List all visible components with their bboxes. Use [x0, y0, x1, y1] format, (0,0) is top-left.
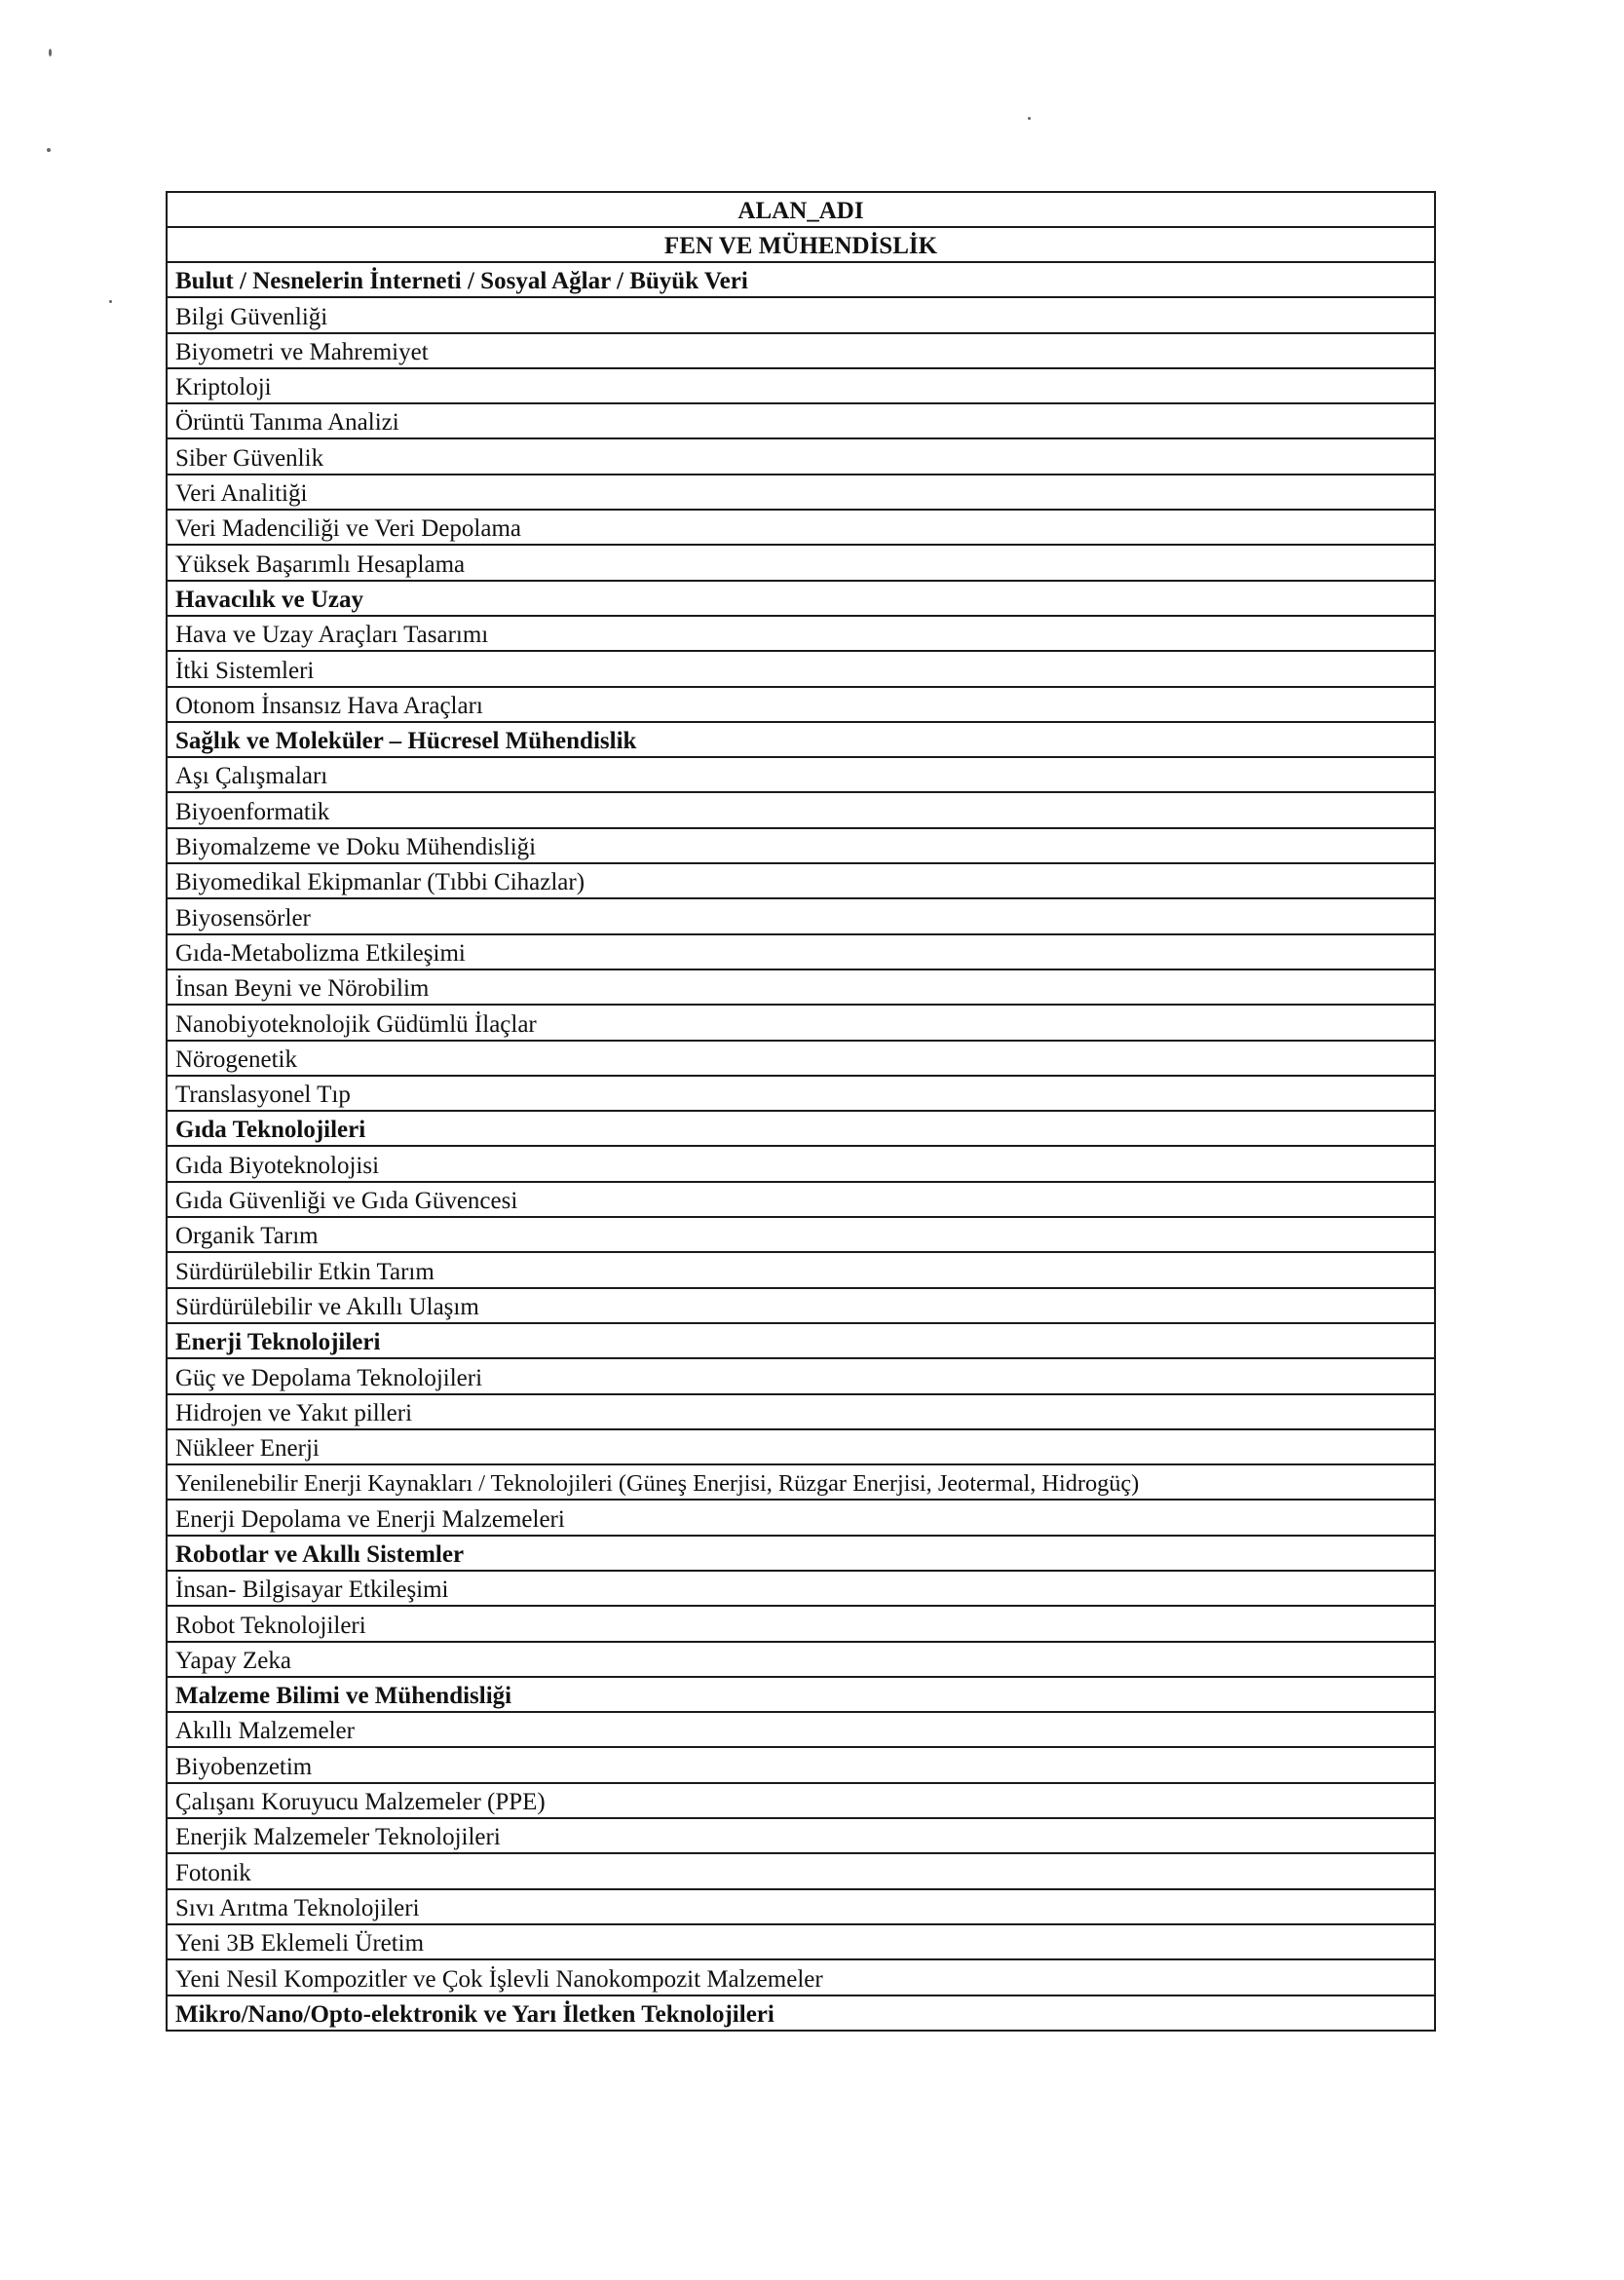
table-row: Translasyonel Tıp — [168, 1077, 1434, 1112]
table-row: Akıllı Malzemeler — [168, 1713, 1434, 1748]
table-row: Güç ve Depolama Teknolojileri — [168, 1359, 1434, 1394]
scan-speck — [1028, 117, 1031, 120]
table-row: Biyomalzeme ve Doku Mühendisliği — [168, 829, 1434, 864]
table-row: Biyometri ve Mahremiyet — [168, 334, 1434, 369]
table-row: İnsan Beyni ve Nörobilim — [168, 970, 1434, 1006]
table-header: ALAN_ADI — [168, 193, 1434, 228]
table-row: Aşı Çalışmaları — [168, 758, 1434, 793]
table-body — [168, 263, 1434, 2032]
category-row: Robotlar ve Akıllı Sistemler — [168, 1537, 1434, 1572]
fields-table — [166, 191, 1436, 2032]
table-row: Hava ve Uzay Araçları Tasarımı — [168, 617, 1434, 652]
group-title: FEN VE MÜHENDİSLİK — [168, 228, 1434, 263]
table-row: Biyoenformatik — [168, 793, 1434, 828]
table-row: Yeni Nesil Kompozitler ve Çok İşlevli Nanokompozit Malzemeler — [168, 1960, 1434, 1995]
category-row: Malzeme Bilimi ve Mühendisliği — [168, 1678, 1434, 1713]
table-row: Gıda-Metabolizma Etkileşimi — [168, 935, 1434, 970]
scan-speck — [47, 148, 51, 152]
table-row: Gıda Güvenliği ve Gıda Güvencesi — [168, 1183, 1434, 1218]
table-row: Robot Teknolojileri — [168, 1607, 1434, 1642]
table-row: Nanobiyoteknolojik Güdümlü İlaçlar — [168, 1006, 1434, 1041]
table-row: Biyomedikal Ekipmanlar (Tıbbi Cihazlar) — [168, 864, 1434, 899]
table-row: Organik Tarım — [168, 1218, 1434, 1253]
table-row: Siber Güvenlik — [168, 439, 1434, 475]
table-row: Örüntü Tanıma Analizi — [168, 404, 1434, 439]
table-row: Enerji Depolama ve Enerji Malzemeleri — [168, 1501, 1434, 1536]
table-row: Gıda Biyoteknolojisi — [168, 1147, 1434, 1182]
table-row: Kriptoloji — [168, 369, 1434, 404]
table-row: İtki Sistemleri — [168, 652, 1434, 687]
category-row: Bulut / Nesnelerin İnterneti / Sosyal Ağlar / Büyük Veri — [168, 263, 1434, 298]
table-row: Fotonik — [168, 1854, 1434, 1889]
table-row: İnsan- Bilgisayar Etkileşimi — [168, 1572, 1434, 1607]
table-row: Enerjik Malzemeler Teknolojileri — [168, 1819, 1434, 1854]
category-row: Sağlık ve Moleküler – Hücresel Mühendislik — [168, 723, 1434, 758]
scan-speck — [49, 49, 52, 57]
table-row: Sıvı Arıtma Teknolojileri — [168, 1890, 1434, 1925]
category-row: Enerji Teknolojileri — [168, 1324, 1434, 1359]
table-row: Nörogenetik — [168, 1042, 1434, 1077]
table-row: Sürdürülebilir Etkin Tarım — [168, 1253, 1434, 1288]
table-row: Sürdürülebilir ve Akıllı Ulaşım — [168, 1289, 1434, 1324]
table-row: Biyosensörler — [168, 899, 1434, 934]
table-row: Biyobenzetim — [168, 1748, 1434, 1783]
table-row: Veri Analitiği — [168, 475, 1434, 511]
table-row: Yenilenebilir Enerji Kaynakları / Teknolojileri (Güneş Enerjisi, Rüzgar Enerjisi, Jeotermal, Hidrogüç) — [168, 1465, 1434, 1501]
table-row: Hidrojen ve Yakıt pilleri — [168, 1395, 1434, 1430]
category-row: Gıda Teknolojileri — [168, 1112, 1434, 1147]
table-row: Otonom İnsansız Hava Araçları — [168, 688, 1434, 723]
table-row: Nükleer Enerji — [168, 1430, 1434, 1465]
scan-speck — [109, 300, 112, 303]
table-row: Yapay Zeka — [168, 1643, 1434, 1678]
table-row: Veri Madenciliği ve Veri Depolama — [168, 511, 1434, 546]
table-row: Çalışanı Koruyucu Malzemeler (PPE) — [168, 1784, 1434, 1819]
table-row: Yüksek Başarımlı Hesaplama — [168, 546, 1434, 581]
category-row: Havacılık ve Uzay — [168, 582, 1434, 617]
category-row: Mikro/Nano/Opto-elektronik ve Yarı İletken Teknolojileri — [168, 1996, 1434, 2032]
table-row: Bilgi Güvenliği — [168, 298, 1434, 333]
table-row: Yeni 3B Eklemeli Üretim — [168, 1925, 1434, 1960]
